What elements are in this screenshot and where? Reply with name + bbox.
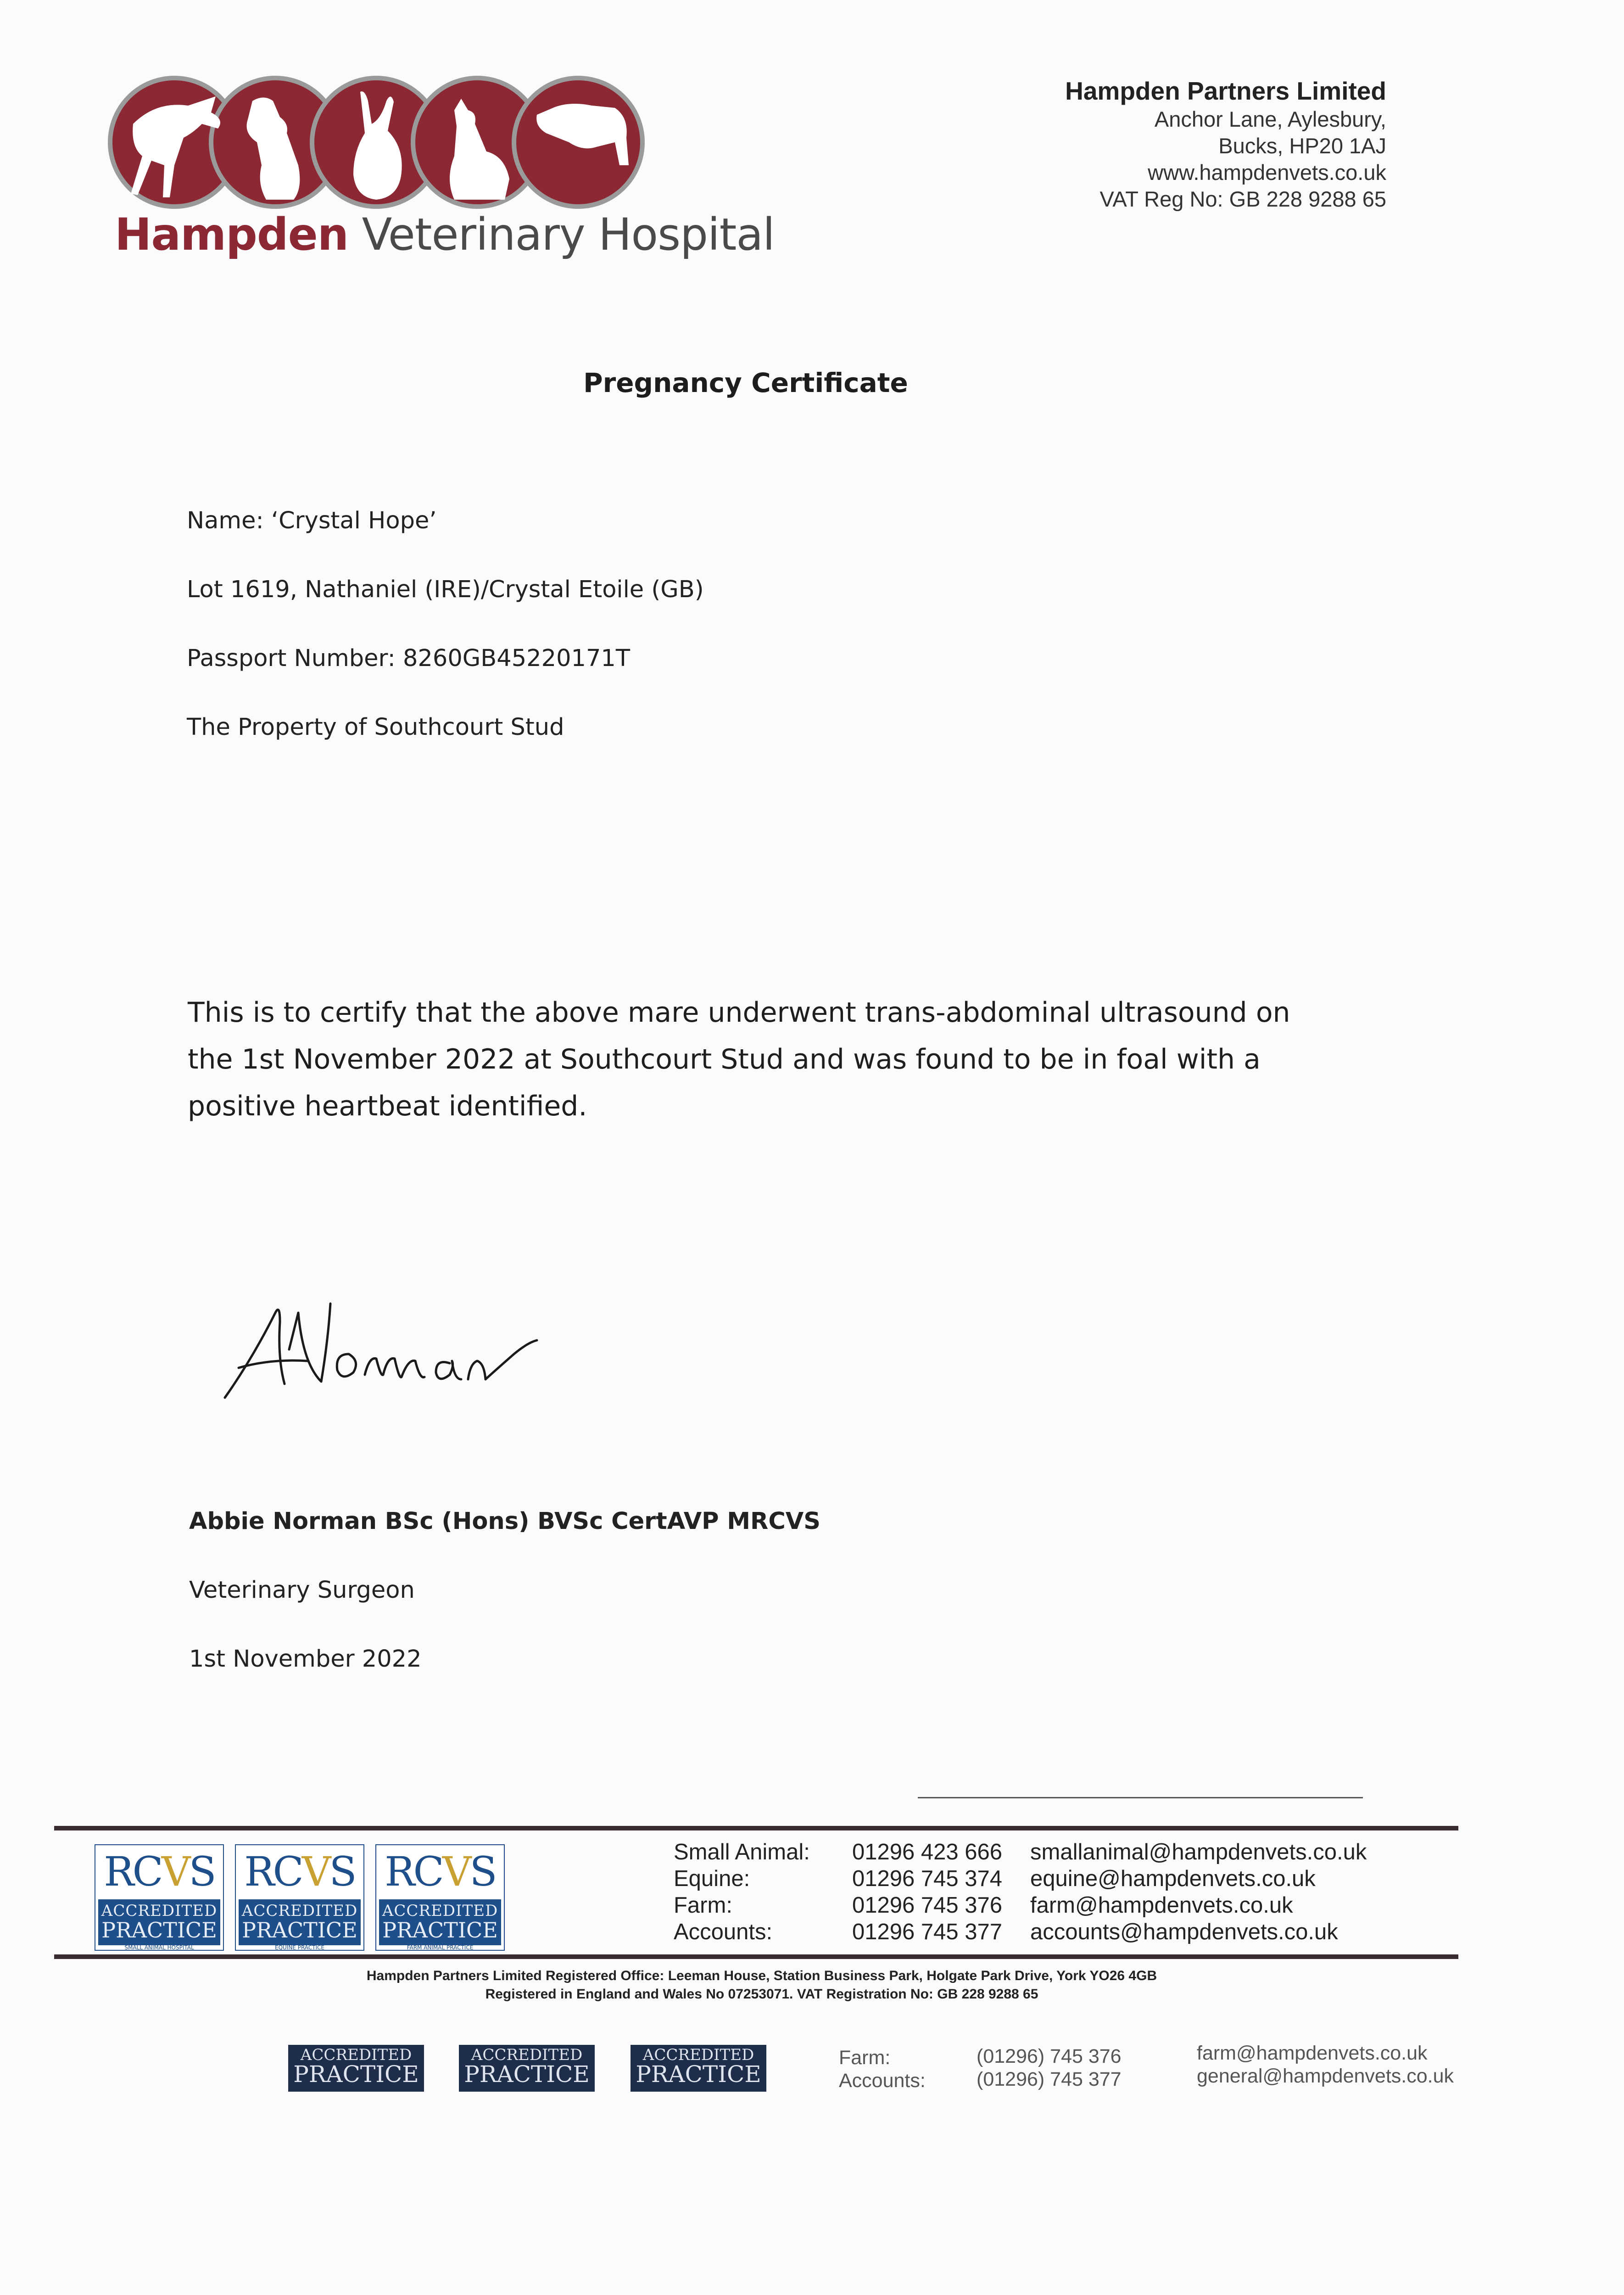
rcvs-badge-small-animal: RCVS ACCREDITED PRACTICE SMALL ANIMAL HOSPITAL — [95, 1844, 224, 1951]
logo-wordmark — [115, 209, 775, 260]
address-line-1: Anchor Lane, Aylesbury, — [1154, 107, 1386, 131]
signer-date: 1st November 2022 — [189, 1646, 422, 1673]
company-address — [1065, 76, 1386, 213]
rcvs-badge-farm: RCVS ACCREDITED PRACTICE FARM ANIMAL PRACTICE — [375, 1844, 505, 1951]
registration-number: Registered in England and Wales No 07253071. VAT Registration No: GB 228 9288 65 — [485, 1987, 1038, 2002]
email-farm[interactable]: farm@hampdenvets.co.uk — [1030, 1893, 1293, 1918]
email-equine[interactable]: equine@hampdenvets.co.uk — [1030, 1866, 1316, 1891]
ghost-badge-1: ACCREDITED PRACTICE — [288, 2045, 424, 2092]
address-line-2: Bucks, HP20 1AJ — [1218, 134, 1386, 158]
certification-statement: This is to certify that the above mare underwent trans-abdominal ultrasound on the 1st November 2022 at Southcourt Stud and was found to be in foal with a positive heartbeat identified. — [188, 996, 1290, 1122]
signer-role: Veterinary Surgeon — [189, 1577, 415, 1604]
vat-number: VAT Reg No: GB 228 9288 65 — [1099, 187, 1386, 211]
footer-rule-bottom — [54, 1954, 1458, 1959]
company-name: Hampden Partners Limited — [1065, 77, 1386, 105]
page-title: Pregnancy Certificate — [583, 367, 908, 398]
ghost-phones: (01296) 745 376 (01296) 745 377 — [977, 2045, 1122, 2090]
signature-line — [918, 1797, 1363, 1798]
property-owner: The Property of Southcourt Stud — [187, 714, 564, 741]
signer-name: Abbie Norman BSc (Hons) BVSc CertAVP MRCVS — [189, 1508, 820, 1535]
ghost-badge-3: ACCREDITED PRACTICE — [631, 2045, 766, 2092]
ghost-labels: Farm: Accounts: — [839, 2047, 926, 2092]
signature — [211, 1285, 569, 1414]
rcvs-badge-equine: RCVS ACCREDITED PRACTICE EQUINE PRACTICE — [235, 1844, 364, 1951]
email-accounts[interactable]: accounts@hampdenvets.co.uk — [1030, 1920, 1338, 1944]
passport-number: Passport Number: 8260GB45220171T — [187, 645, 631, 672]
contact-labels: Small Animal: Equine: Farm: Accounts: — [674, 1840, 810, 1944]
registered-office: Hampden Partners Limited Registered Office: Leeman House, Station Business Park, Holgate Park Drive, York YO26 4GB — [366, 1968, 1157, 1983]
ghost-emails: farm@hampdenvets.co.uk general@hampdenvets.co.uk — [1197, 2042, 1454, 2087]
contact-phones: 01296 423 666 01296 745 374 01296 745 376 01296 745 377 — [852, 1840, 1002, 1944]
mare-name: Name: ‘Crystal Hope’ — [187, 507, 437, 534]
email-small-animal[interactable]: smallanimal@hampdenvets.co.uk — [1030, 1840, 1367, 1864]
contact-emails — [1030, 1839, 1367, 1945]
logo-rest: Veterinary Hospital — [348, 209, 775, 260]
ghost-badge-2: ACCREDITED PRACTICE — [459, 2045, 595, 2092]
company-website: www.hampdenvets.co.uk — [1148, 160, 1386, 185]
logo-brand: Hampden — [115, 209, 349, 260]
lot-pedigree: Lot 1619, Nathaniel (IRE)/Crystal Etoile (GB) — [187, 576, 704, 603]
hospital-logo — [106, 73, 647, 211]
footer-rule-top — [54, 1826, 1458, 1830]
